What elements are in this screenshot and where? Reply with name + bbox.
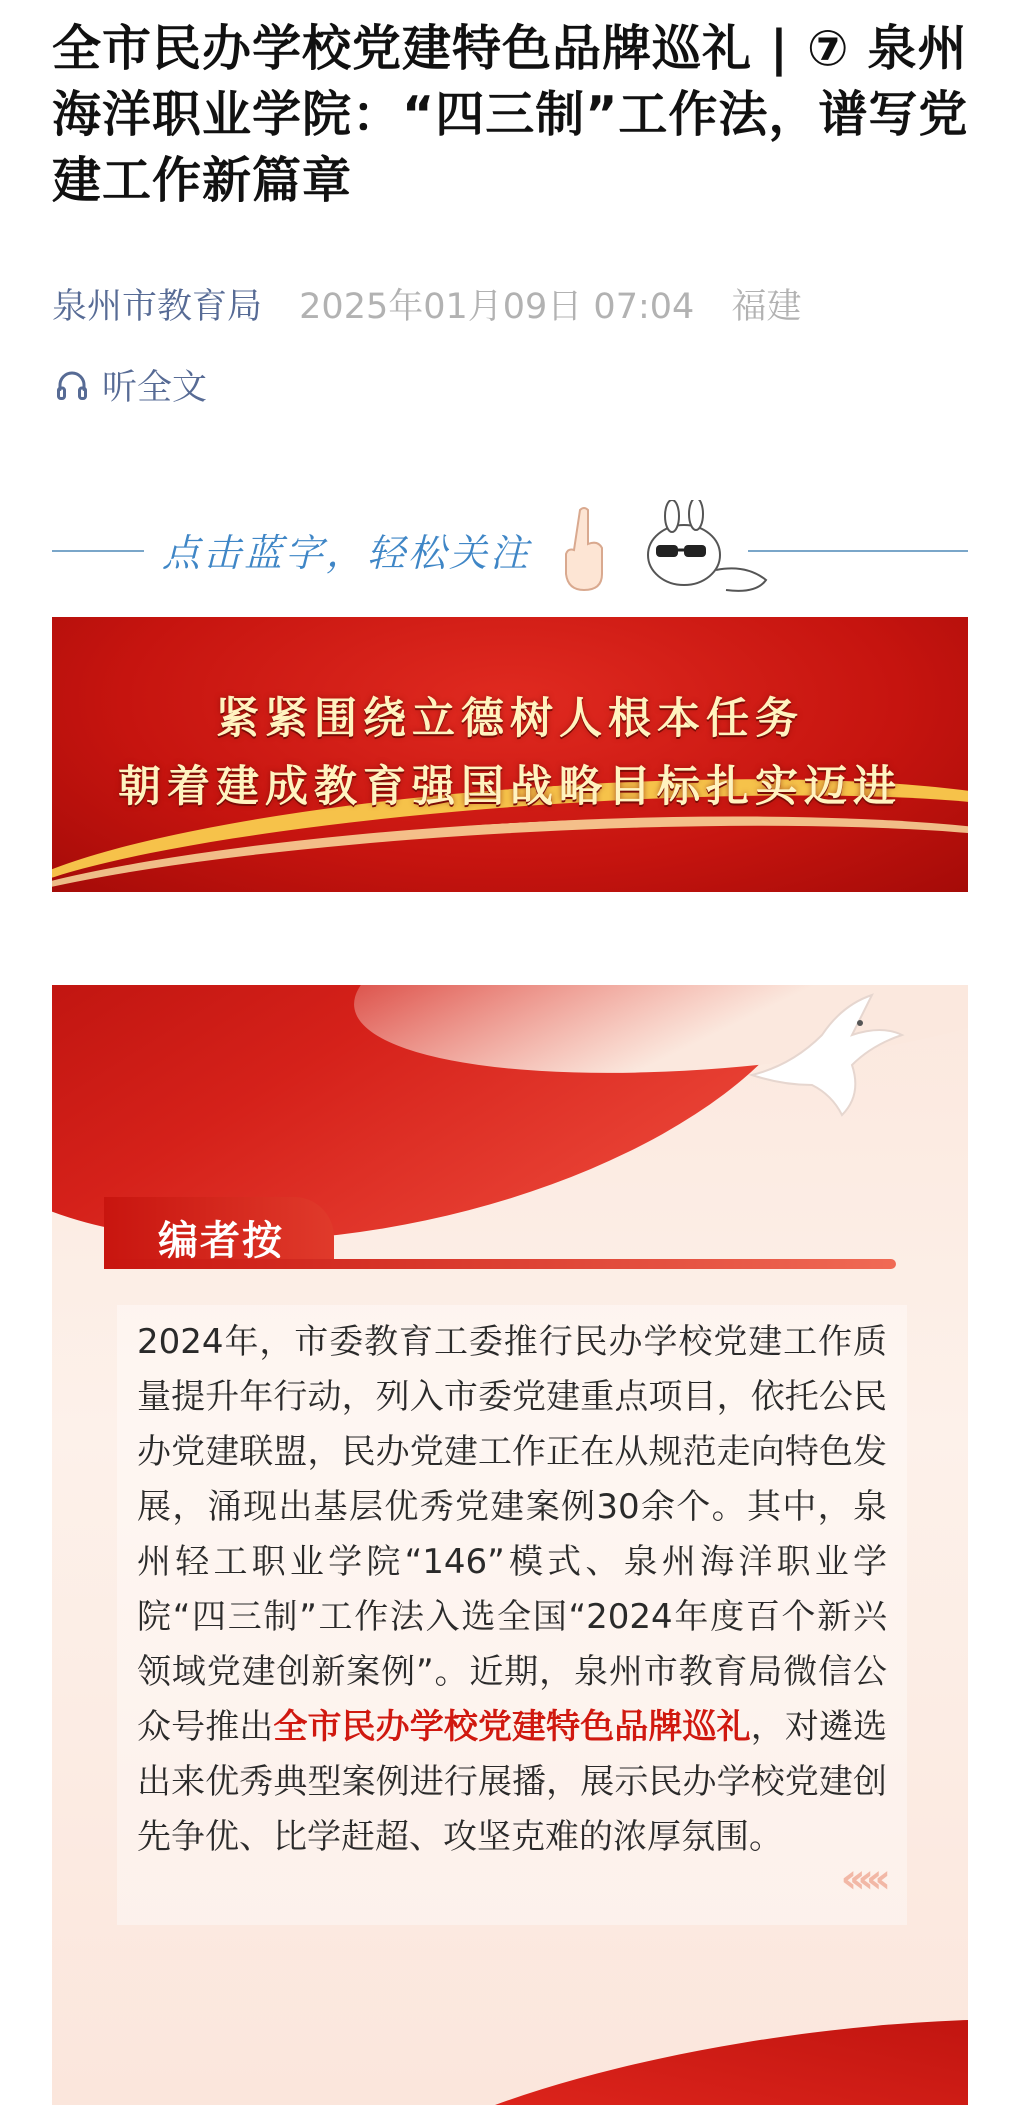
headphones-icon	[54, 367, 90, 403]
publish-date: 2025年01月09日 07:04	[299, 287, 695, 327]
banner-line-2: 朝着建成教育强国战略目标扎实迈进	[118, 762, 902, 812]
follow-prompt[interactable]	[52, 500, 968, 600]
editor-note-text-1: 2024年，市委教育工委推行民办学校党建工作质量提升年行动，列入市委党建重点项目，依托公民办党建联盟，民办党建工作正在从规范走向特色发展，涌现出基层优秀党建案例30余个。其中，泉州轻工职业学院“146”模式、泉州海洋职业学院“四三制”工作法入选全国“2024年度百个新兴领域党建创新案例”。近期，泉州市教育局微信公众号推出	[137, 1322, 887, 1747]
slogan-banner	[52, 617, 968, 892]
divider-left	[52, 550, 144, 552]
chevron-left-decor-icon: ‹‹‹‹‹	[840, 1856, 883, 1902]
pointing-hand-icon	[562, 504, 610, 594]
editor-note-header	[104, 1197, 896, 1264]
editor-note-highlight: 全市民办学校党建特色品牌巡礼	[273, 1707, 751, 1747]
listen-full-text-button[interactable]	[54, 360, 207, 410]
follow-text: 点击蓝字，轻松关注	[162, 531, 532, 575]
editor-note-label: 编者按	[158, 1217, 284, 1264]
editor-note-body	[117, 1305, 907, 1925]
divider-right	[748, 550, 968, 552]
dove-icon	[732, 985, 932, 1135]
publish-region: 福建	[731, 287, 802, 327]
author-link[interactable]: 泉州市教育局	[52, 287, 263, 327]
editor-note-card	[52, 985, 968, 2105]
listen-label: 听全文	[102, 368, 208, 408]
article-meta	[52, 282, 801, 332]
red-ribbon-bottom	[341, 1973, 968, 2105]
editor-note-text-2: ，对遴选出来优秀典型案例进行展播，展示民办学校党建创先争优、比学赶超、攻坚克难的浓厚氛围。	[137, 1707, 888, 1857]
article-title: 全市民办学校党建特色品牌巡礼 | ⑦ 泉州海洋职业学院：“四三制”工作法，谱写党建工作新篇章	[52, 20, 969, 209]
banner-line-1: 紧紧围绕立德树人根本任务	[216, 694, 804, 744]
